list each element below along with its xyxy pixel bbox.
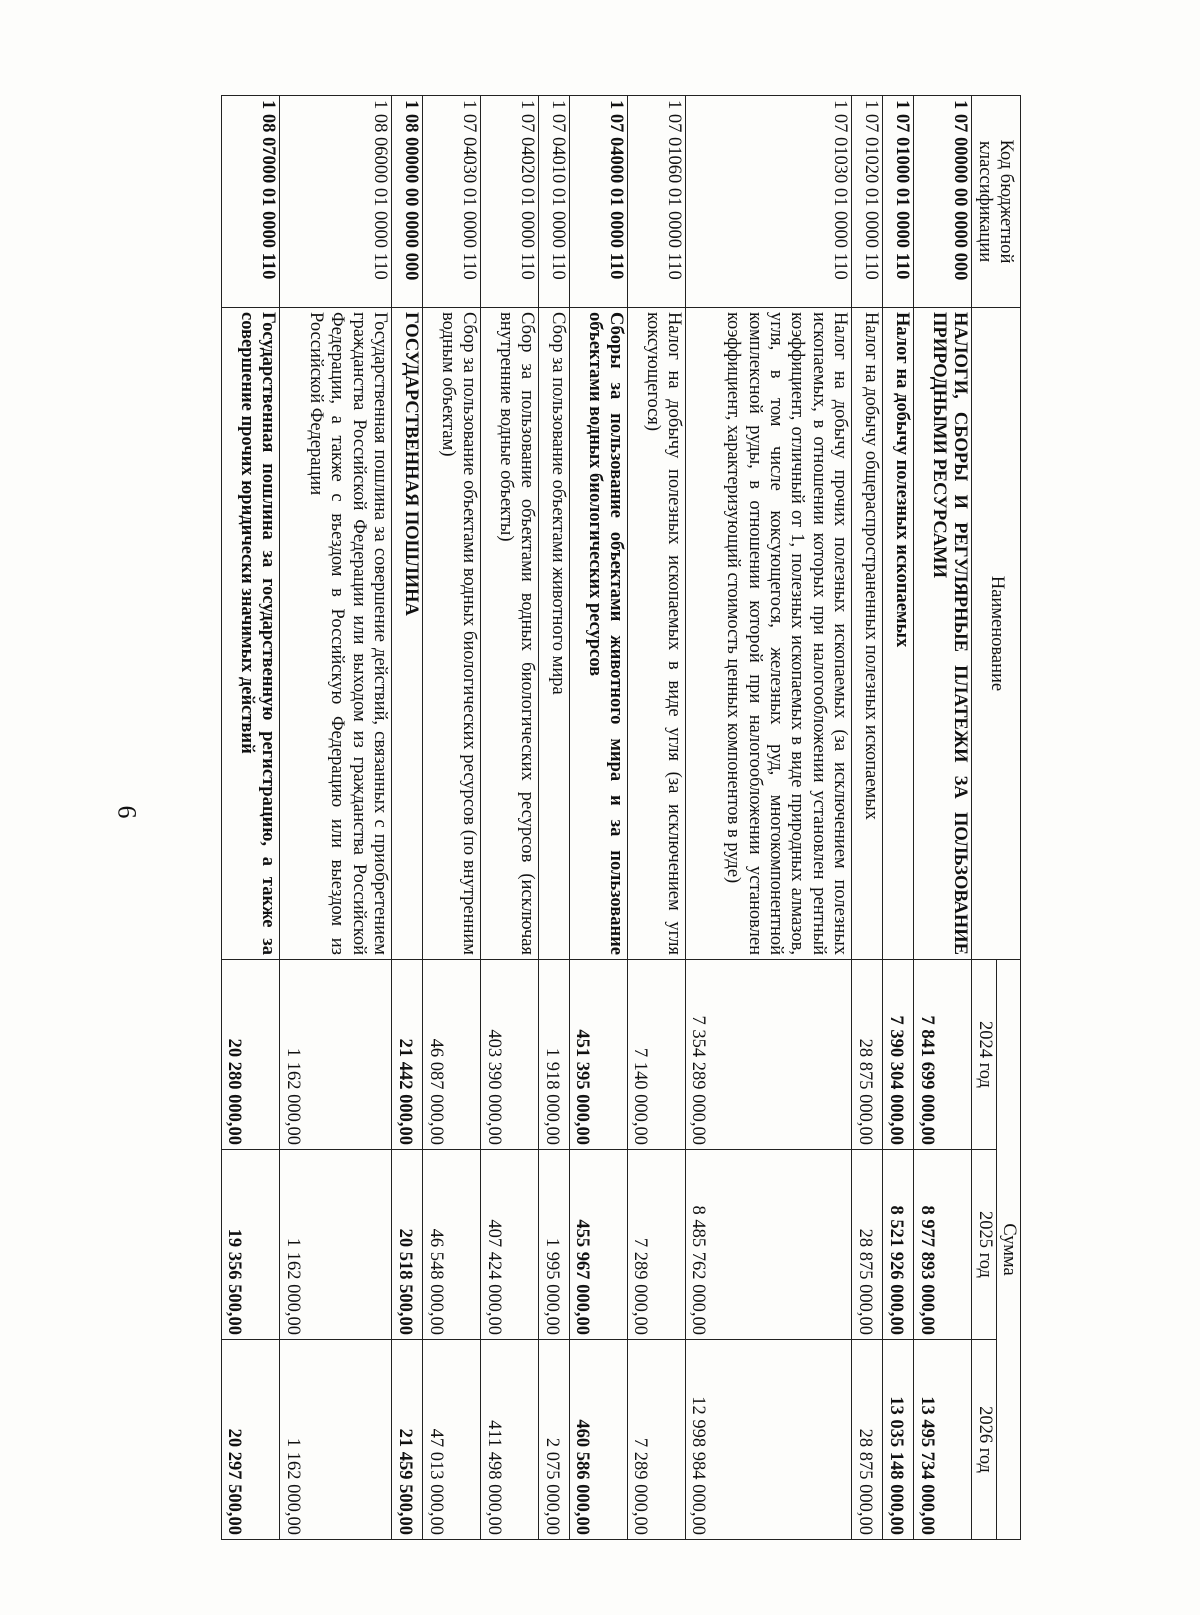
table-body [222, 96, 972, 1540]
row-name: Государственная пошлина за государственную регистрацию, а также за совершение прочих юридически значимых действий [222, 308, 280, 960]
header-year-2024: 2024 год [972, 960, 996, 1150]
row-value-2026: 21 459 500,00 [392, 1340, 423, 1540]
row-code: 1 07 01000 01 0000 110 [883, 96, 914, 308]
row-value-2026: 47 013 000,00 [423, 1340, 481, 1540]
row-value-2025: 28 875 000,00 [852, 1150, 883, 1340]
row-value-2025: 20 518 500,00 [392, 1150, 423, 1340]
table-row [685, 96, 851, 1540]
row-value-2024: 46 087 000,00 [423, 960, 481, 1150]
row-value-2024: 28 875 000,00 [852, 960, 883, 1150]
row-code: 1 08 06000 01 0000 110 [280, 96, 392, 308]
header-code: Код бюджетной классификации [972, 96, 1021, 308]
row-code: 1 07 04020 01 0000 110 [481, 96, 539, 308]
table-row [280, 96, 392, 1540]
row-value-2024: 20 280 000,00 [222, 960, 280, 1150]
row-value-2024: 7 140 000,00 [627, 960, 685, 1150]
row-code: 1 07 01020 01 0000 110 [852, 96, 883, 308]
row-value-2026: 411 498 000,00 [481, 1340, 539, 1540]
row-code: 1 07 01030 01 0000 110 [685, 96, 851, 308]
row-code: 1 07 01060 01 0000 110 [627, 96, 685, 308]
row-value-2026: 7 289 000,00 [627, 1340, 685, 1540]
row-value-2025: 8 977 893 000,00 [914, 1150, 972, 1340]
row-value-2025: 1 162 000,00 [280, 1150, 392, 1340]
table-row [539, 96, 570, 1540]
row-value-2025: 46 548 000,00 [423, 1150, 481, 1340]
rotated-table-wrapper [221, 95, 1021, 1539]
row-value-2026: 13 035 148 000,00 [883, 1340, 914, 1540]
row-value-2024: 1 162 000,00 [280, 960, 392, 1150]
row-code: 1 07 00000 00 0000 000 [914, 96, 972, 308]
row-value-2024: 1 918 000,00 [539, 960, 570, 1150]
row-value-2026: 28 875 000,00 [852, 1340, 883, 1540]
row-value-2026: 13 495 734 000,00 [914, 1340, 972, 1540]
row-name: Налог на добычу полезных ископаемых в виде угля (за исключением угля коксующегося) [627, 308, 685, 960]
row-value-2024: 7 354 289 000,00 [685, 960, 851, 1150]
row-name: Сборы за пользование объектами животного мира и за пользование объектами водных биологических ресурсов [570, 308, 628, 960]
row-value-2025: 8 485 762 000,00 [685, 1150, 851, 1340]
table-row [883, 96, 914, 1540]
row-code: 1 07 04030 01 0000 110 [423, 96, 481, 308]
row-name: Сбор за пользование объектами водных биологических ресурсов (исключая внутренние водные объекты) [481, 308, 539, 960]
row-value-2026: 12 998 984 000,00 [685, 1340, 851, 1540]
row-value-2024: 21 442 000,00 [392, 960, 423, 1150]
row-name: Налог на добычу полезных ископаемых [883, 308, 914, 960]
page-number: 6 [112, 805, 142, 819]
row-name: ГОСУДАРСТВЕННАЯ ПОШЛИНА [392, 308, 423, 960]
row-value-2024: 7 390 304 000,00 [883, 960, 914, 1150]
row-value-2026: 1 162 000,00 [280, 1340, 392, 1540]
row-value-2024: 451 395 000,00 [570, 960, 628, 1150]
row-value-2024: 7 841 699 000,00 [914, 960, 972, 1150]
row-value-2025: 1 995 000,00 [539, 1150, 570, 1340]
table-row [481, 96, 539, 1540]
row-name: Налог на добычу общераспространенных полезных ископаемых [852, 308, 883, 960]
table-row [852, 96, 883, 1540]
row-value-2025: 8 521 926 000,00 [883, 1150, 914, 1340]
row-value-2025: 19 356 500,00 [222, 1150, 280, 1340]
row-value-2026: 460 586 000,00 [570, 1340, 628, 1540]
budget-table [221, 95, 1021, 1540]
table-row [570, 96, 628, 1540]
row-value-2026: 20 297 500,00 [222, 1340, 280, 1540]
row-value-2025: 455 967 000,00 [570, 1150, 628, 1340]
row-name: Сбор за пользование объектами водных биологических ресурсов (по внутренним водным объектам) [423, 308, 481, 960]
table-row [392, 96, 423, 1540]
row-name: Сбор за пользование объектами животного мира [539, 308, 570, 960]
row-code: 1 07 04010 01 0000 110 [539, 96, 570, 308]
row-name: Государственная пошлина за совершение действий, связанных с приобретением гражданства Российской Федерации или выходом из гражданства Российской Федерации, а также с въездом в Российскую Федерацию или выездом из Российской Федерации [280, 308, 392, 960]
row-value-2025: 407 424 000,00 [481, 1150, 539, 1340]
row-value-2024: 403 390 000,00 [481, 960, 539, 1150]
header-name: Наименование [972, 308, 1021, 960]
row-code: 1 07 04000 01 0000 110 [570, 96, 628, 308]
table-row [423, 96, 481, 1540]
row-name: НАЛОГИ, СБОРЫ И РЕГУЛЯРНЫЕ ПЛАТЕЖИ ЗА ПОЛЬЗОВАНИЕ ПРИРОДНЫМИ РЕСУРСАМИ [914, 308, 972, 960]
row-code: 1 08 07000 01 0000 110 [222, 96, 280, 308]
row-value-2025: 7 289 000,00 [627, 1150, 685, 1340]
row-value-2026: 2 075 000,00 [539, 1340, 570, 1540]
header-year-2026: 2026 год [972, 1340, 996, 1540]
table-row [914, 96, 972, 1540]
row-code: 1 08 00000 00 0000 000 [392, 96, 423, 308]
table-row [627, 96, 685, 1540]
header-year-2025: 2025 год [972, 1150, 996, 1340]
table-row [222, 96, 280, 1540]
header-sum: Сумма [996, 960, 1020, 1540]
row-name: Налог на добычу прочих полезных ископаемых (за исключением полезных ископаемых, в отношении которых при налогообложении установлен рентный коэффициент, отличный от 1, полезных ископаемых в виде природных алмазов, угля, в том числе коксующегося, железных руд, многокомпонентной комплексной руды, в отношении которой при налогообложении установлен коэффициент, характеризующий стоимость ценных компонентов в руде) [685, 308, 851, 960]
